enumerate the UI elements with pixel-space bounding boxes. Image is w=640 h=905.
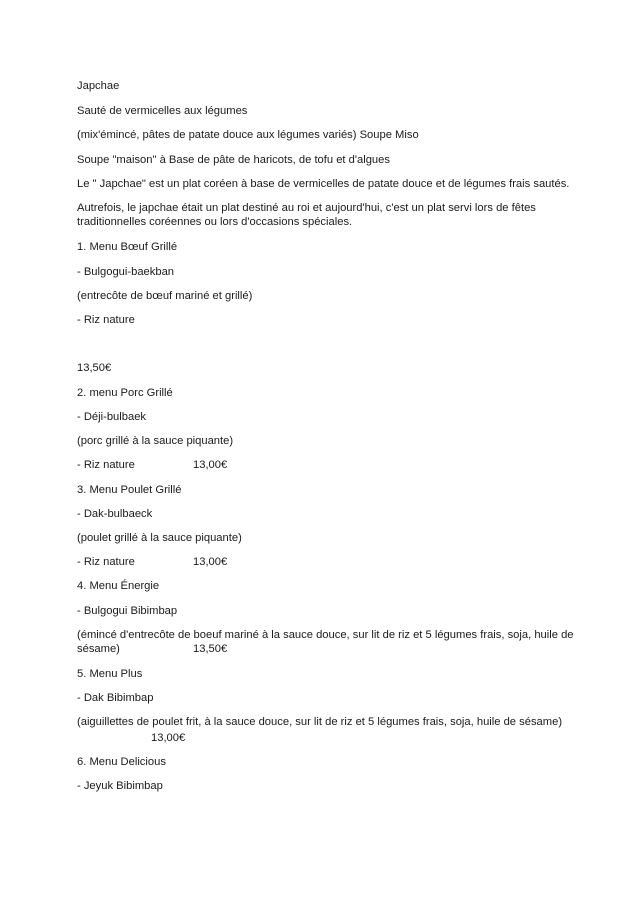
soup-description: Soupe "maison" à Base de pâte de haricots, de tofu et d'algues [77,154,390,166]
menu-1-dish: - Bulgogui-baekban [77,266,175,278]
japchae-intro: Le " Japchae" est un plat coréen à base de vermicelles de patate douce et de légumes frais sautés. [77,178,570,190]
menu-6-dish: - Jeyuk Bibimbap [77,780,163,792]
menu-6-title: 6. Menu Delicious [77,756,166,768]
menu-1-price: 13,50€ [77,362,112,374]
menu-1-detail: (entrecôte de bœuf mariné et grillé) [77,290,253,302]
menu-2-side: - Riz nature [77,459,135,471]
menu-4-detail-line-1: (émincé d'entrecôte de boeuf mariné à la sauce douce, sur lit de riz et 5 légumes frais, soja, huile de [77,629,574,641]
menu-1-title: 1. Menu Bœuf Grillé [77,241,178,253]
menu-2-side-row [77,458,567,473]
menu-3-dish: - Dak-bulbaeck [77,508,153,520]
menu-1-side: - Riz nature [77,314,135,326]
dish-description: (mix'émincé, pâtes de patate douce aux légumes variés) Soupe Miso [77,129,419,141]
menu-4-detail-row-2 [77,642,567,657]
menu-5-dish: - Dak Bibimbap [77,692,154,704]
menu-3-price: 13,00€ [193,556,228,568]
menu-2-price: 13,00€ [193,459,228,471]
menu-5-title: 5. Menu Plus [77,668,143,680]
japchae-history-line-1: Autrefois, le japchae était un plat destiné au roi et aujourd'hui, c'est un plat servi lors de fêtes [77,202,536,214]
menu-2-title: 2. menu Porc Grillé [77,387,173,399]
menu-4-detail-line-2: sésame) [77,643,120,655]
menu-3-side: - Riz nature [77,556,135,568]
menu-2-dish: - Déji-bulbaek [77,411,147,423]
menu-3-title: 3. Menu Poulet Grillé [77,484,182,496]
menu-5-detail: (aiguillettes de poulet frit, à la sauce douce, sur lit de riz et 5 légumes frais, soja, huile de sésame) [77,716,563,728]
japchae-history-line-2: traditionnelles coréennes ou lors d'occasions spéciales. [77,216,353,228]
dish-subtitle: Sauté de vermicelles aux légumes [77,105,248,117]
menu-5-price: 13,00€ [151,732,186,744]
menu-3-side-row [77,555,567,570]
dish-title: Japchae [77,80,120,92]
menu-2-detail: (porc grillé à la sauce piquante) [77,435,234,447]
menu-4-title: 4. Menu Énergie [77,580,160,592]
menu-4-price: 13,50€ [193,643,228,655]
menu-3-detail: (poulet grillé à la sauce piquante) [77,532,242,544]
menu-4-dish: - Bulgogui Bibimbap [77,605,178,617]
